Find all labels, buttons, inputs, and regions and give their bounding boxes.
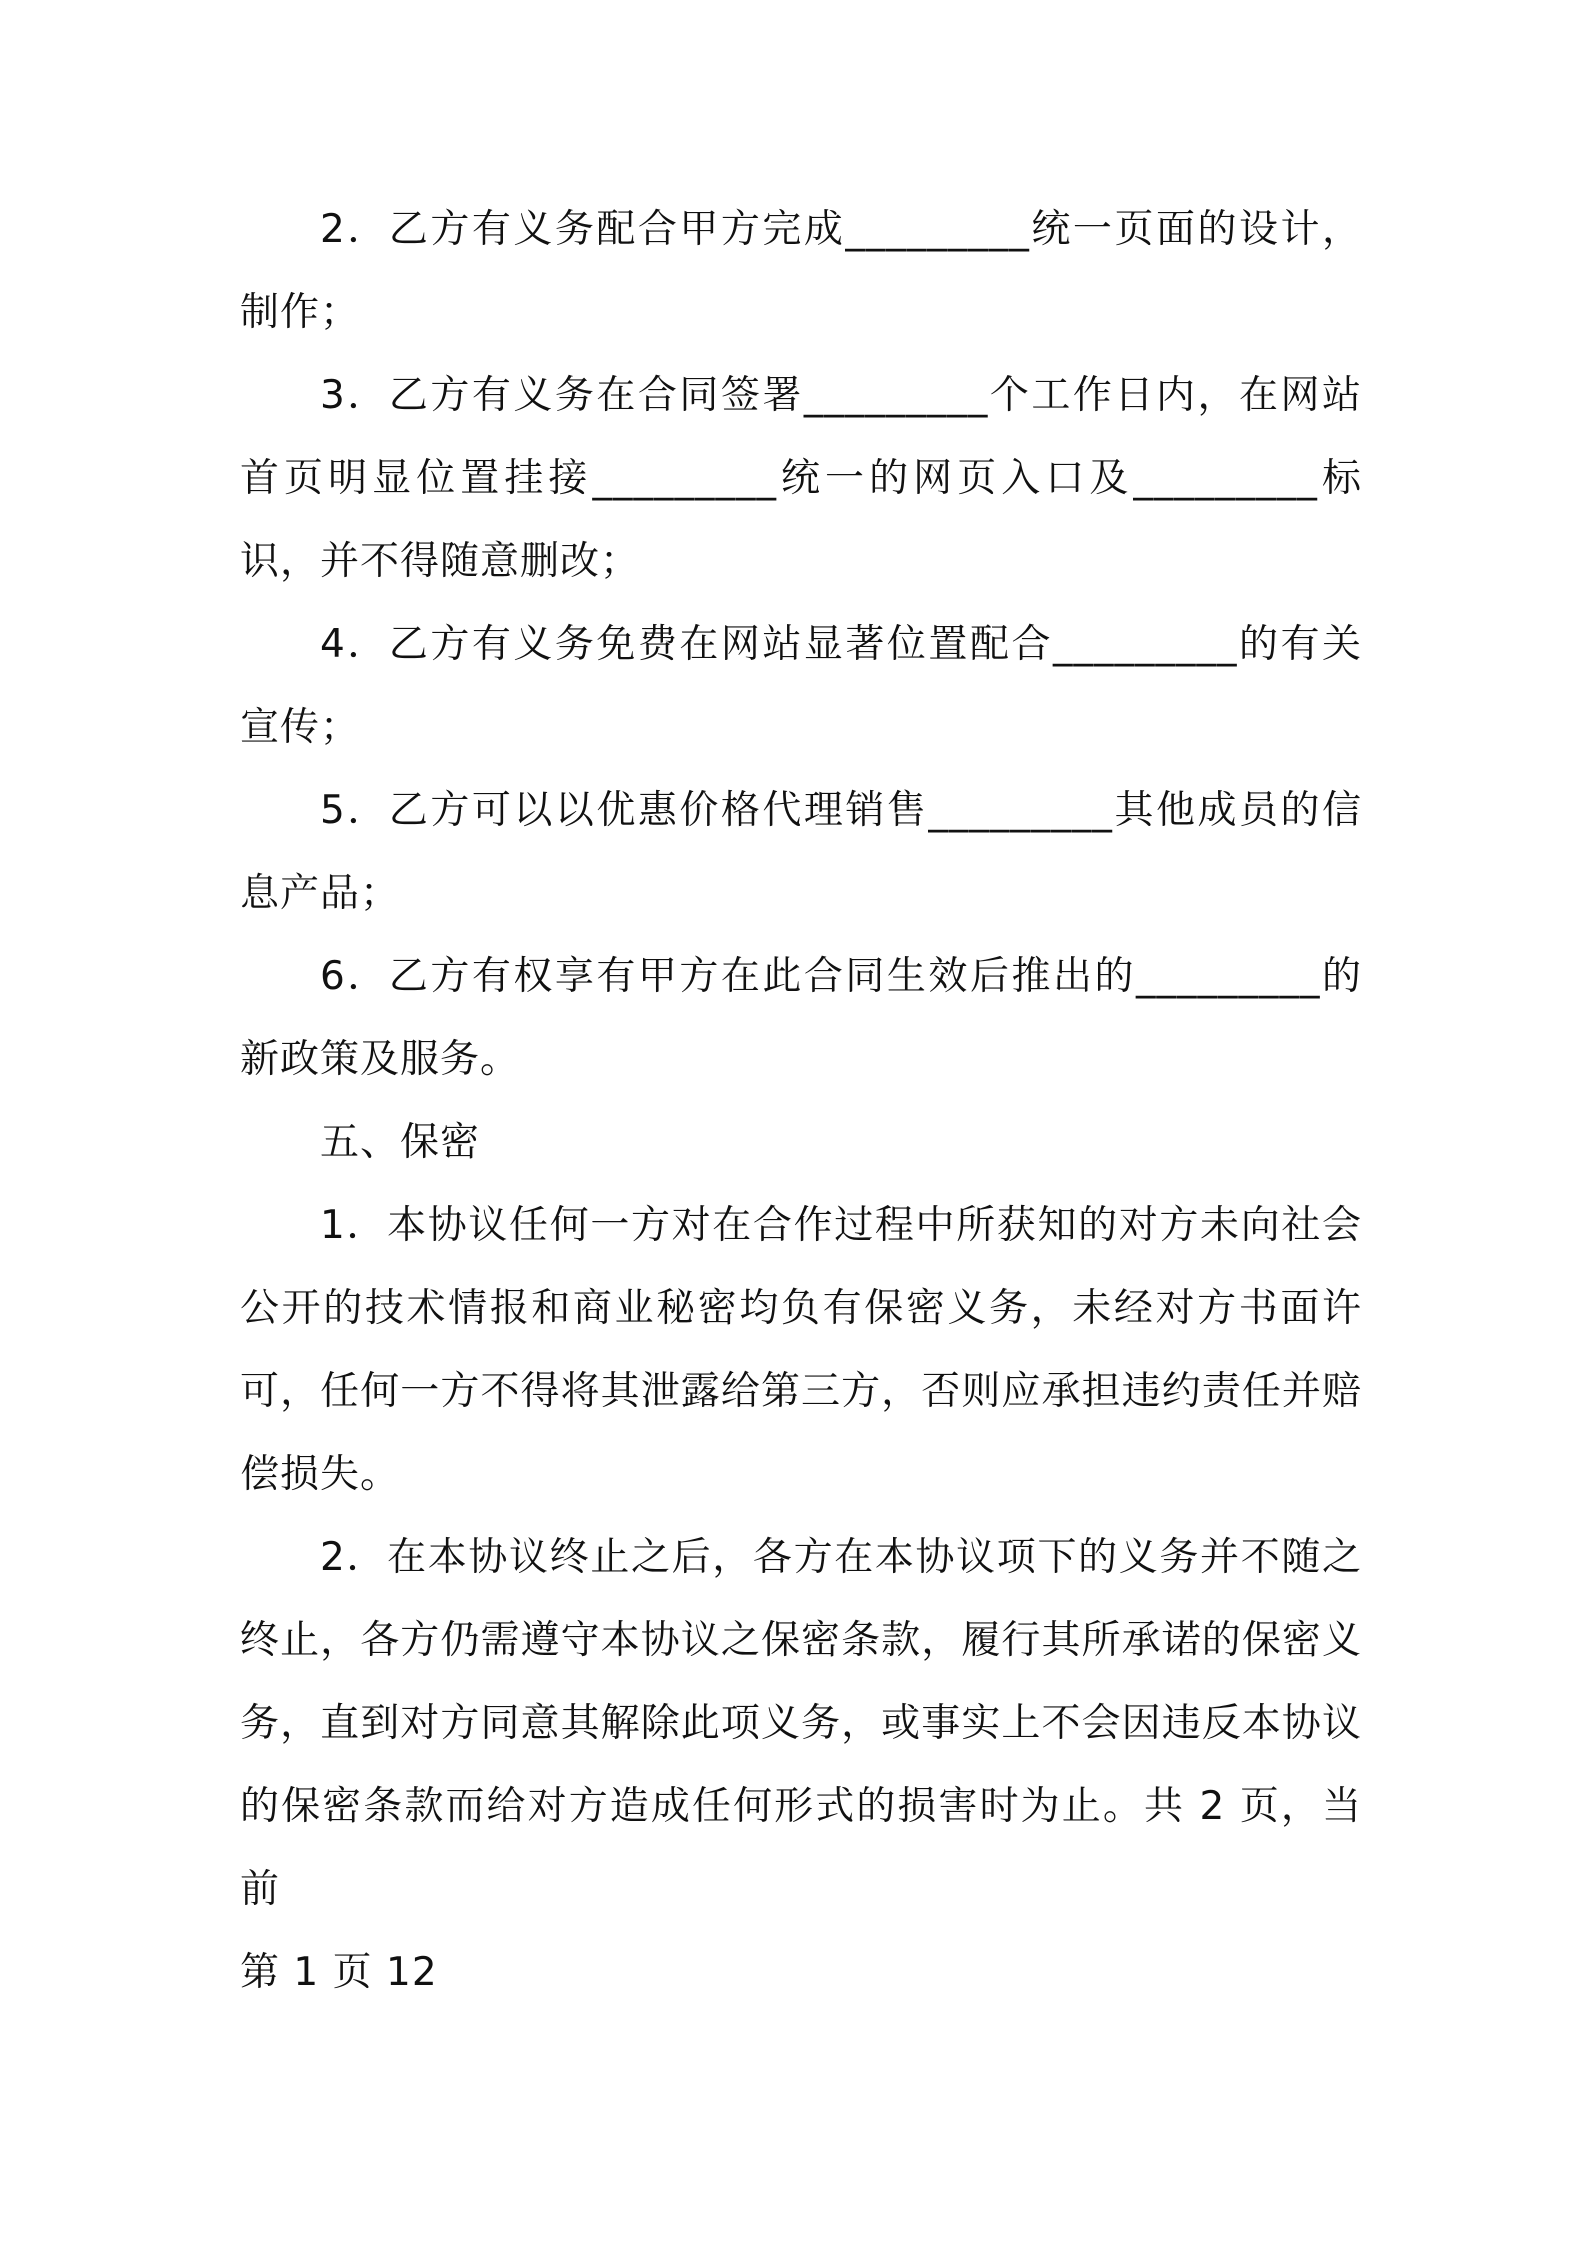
clause-2-design: 2．乙方有义务配合甲方完成_________统一页面的设计，制作； bbox=[240, 207, 1362, 335]
document-body bbox=[240, 188, 1362, 2014]
clause-5-sales: 5．乙方可以以优惠价格代理销售_________其他成员的信息产品； bbox=[240, 788, 1362, 916]
confidentiality-clause-1: 1．本协议任何一方对在合作过程中所获知的对方未向社会公开的技术情报和商业秘密均负有保密义务，未经对方书面许可，任何一方不得将其泄露给第三方，否则应承担违约责任并赔偿损失。 bbox=[240, 1203, 1362, 1497]
page-indicator: 第 1 页 12 bbox=[240, 1950, 438, 1995]
clause-4-promo: 4．乙方有义务免费在网站显著位置配合_________的有关宣传； bbox=[240, 622, 1362, 750]
clause-6-policy: 6．乙方有权享有甲方在此合同生效后推出的_________的新政策及服务。 bbox=[240, 954, 1362, 1082]
section-heading-confidentiality: 五、保密 bbox=[320, 1120, 481, 1165]
confidentiality-clause-2: 2．在本协议终止之后，各方在本协议项下的义务并不随之终止，各方仍需遵守本协议之保密条款，履行其所承诺的保密义务，直到对方同意其解除此项义务，或事实上不会因违反本协议的保密条款而给对方造成任何形式的损害时为止。共 2 页，当前 bbox=[240, 1535, 1362, 1912]
clause-3-link: 3．乙方有义务在合同签署_________个工作日内，在网站首页明显位置挂接_________统一的网页入口及_________标识，并不得随意删改； bbox=[240, 373, 1362, 584]
